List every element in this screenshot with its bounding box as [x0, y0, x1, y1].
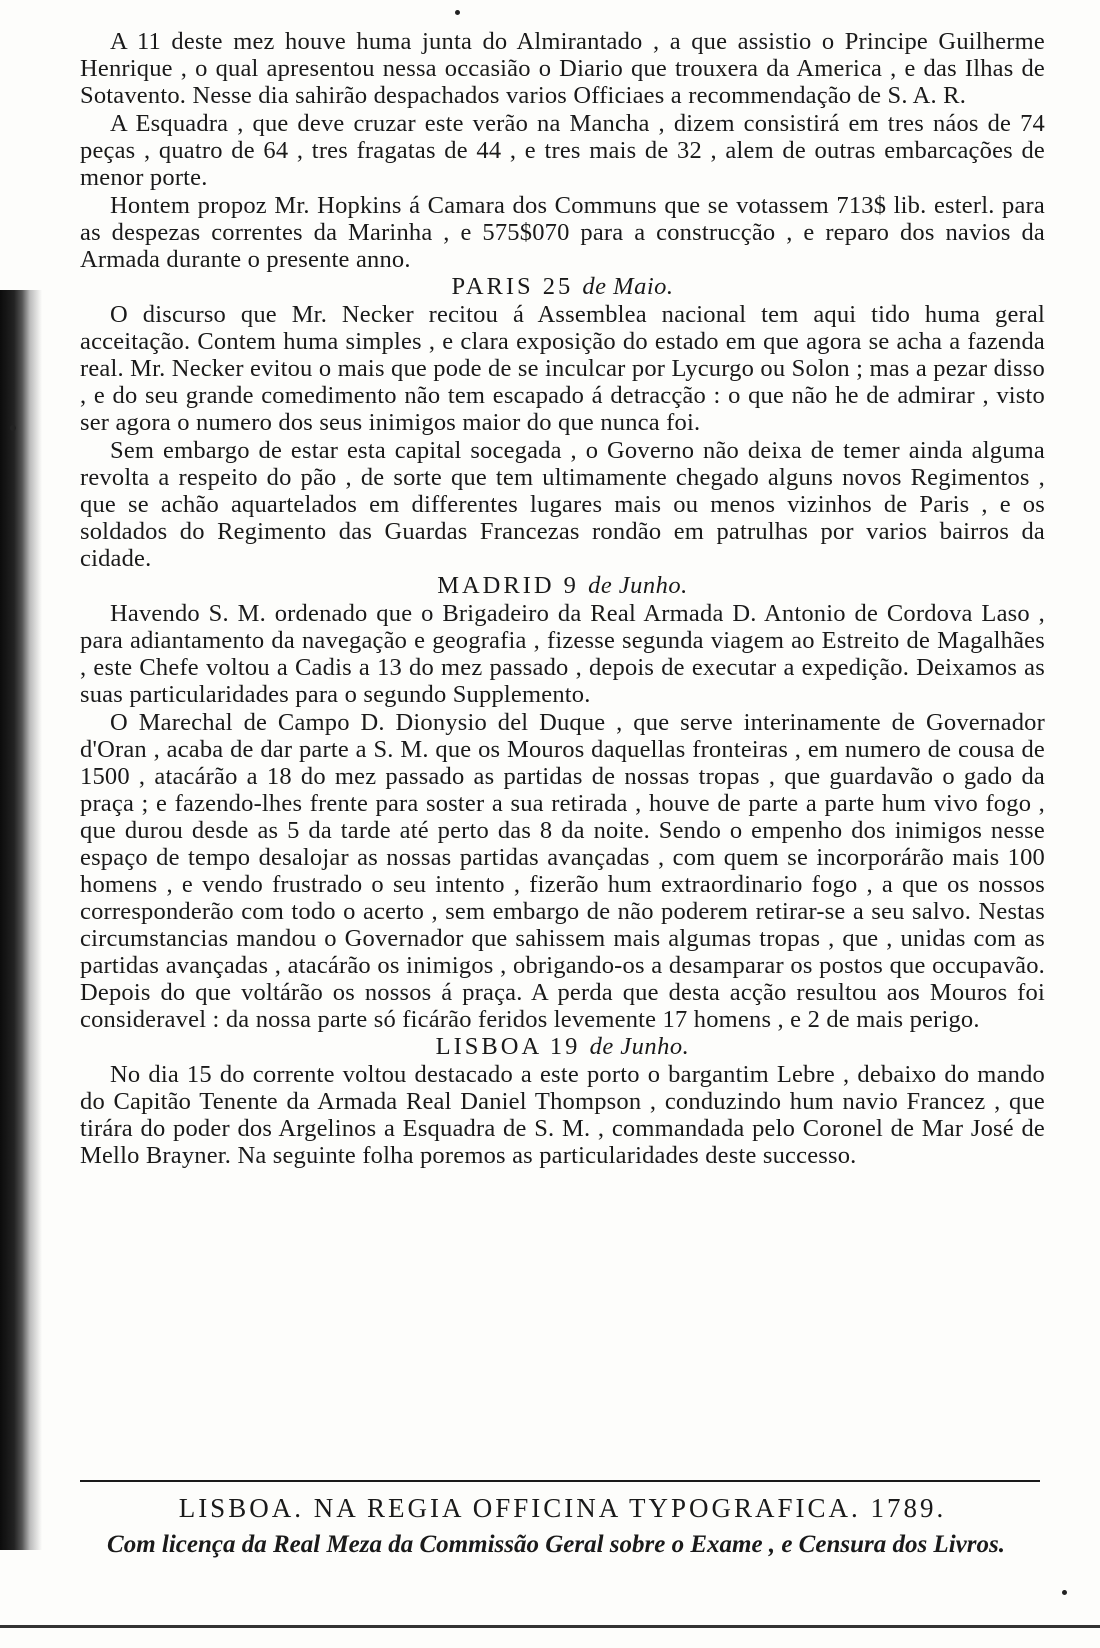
paragraph-oran: O Marechal de Campo D. Dionysio del Duque , que serve interinamente de Governador d'Oran , acaba de dar parte a S. M. que os Mouros daquellas fronteiras , em numero de cousa de 1500 , atacárão a 18 do mez passado as partidas de nossas tropas , que guardavão o gado da praça ; e fazendo-lhes frente para soster a sua retirada , houve de parte a parte hum vivo fogo , que durou desde as 5 da tarde até perto das 8 da noite. Sendo o empenho dos inimigos nesse espaço de tempo desalojar as nossas partidas avançadas , com quem se incorporárão mais 100 homens , e vendo frustrado o seu intento , fizerão hum extraordinario fogo , a que os nossos corresponderão com todo o acerto , sem embargo de não poderem retirar-se a seu salvo. Nestas circumstancias mandou o Governador que sahissem mais algumas tropas , que , unidas com as partidas avançadas , atacárão os inimigos , obrigando-os a desamparar os postos que occupavão. Depois do que voltárão os nossos á praça. A perda que desta acção resultou aos Mouros foi consideravel : da nossa parte só ficárão feridos levemente 17 homens , e 2 de mais perigo.: [80, 709, 1045, 1033]
dateline-lisboa: [80, 1033, 1045, 1061]
footer-rule: [80, 1480, 1040, 1482]
dateline-date: de Junho.: [588, 572, 688, 599]
dateline-place: LISBOA 19: [435, 1033, 581, 1060]
binding-shadow: [0, 290, 42, 1550]
dateline-date: de Junho.: [589, 1033, 690, 1060]
dateline-place: PARIS 25: [451, 273, 574, 300]
paragraph-regiments: Sem embargo de estar esta capital socegada , o Governo não deixa de temer ainda alguma revolta a respeito do pão , de sorte que tem ultimamente chegado alguns novos Regimentos , que se achão aquartelados em differentes lugares mais ou menos vizinhos de Paris , e os soldados do Regimento das Guardas Francezas rondão em patrulhas por varios bairros da cidade.: [80, 437, 1045, 572]
scan-edge-line: [0, 1625, 1100, 1628]
dateline-paris: [80, 273, 1045, 301]
paragraph-necker: O discurso que Mr. Necker recitou á Assemblea nacional tem aqui tido huma geral acceitação. Contem huma simples , e clara exposição do estado em que agora se acha a fazenda real. Mr. Necker evitou o mais que pode de se inculcar por Lycurgo ou Solon ; mas a pezar disso , e do seu grande comedimento não tem escapado á detracção : o que não he de admirar , visto ser agora o numero dos seus inimigos maior do que nunca foi.: [80, 301, 1045, 436]
paragraph-squadron: A Esquadra , que deve cruzar este verão na Mancha , dizem consistirá em tres náos de 74 peças , quatro de 64 , tres fragatas de 44 , e tres mais de 32 , alem de outras embarcações de menor porte.: [80, 110, 1045, 191]
paragraph-commons: Hontem propoz Mr. Hopkins á Camara dos Communs que se votassem 713$ lib. esterl. para as despezas correntes da Marinha , e 575$070 para a construcção , e reparo dos navios da Armada durante o presente anno.: [80, 192, 1045, 273]
dateline-place: MADRID 9: [437, 572, 579, 599]
paragraph-cordova: Havendo S. M. ordenado que o Brigadeiro da Real Armada D. Antonio de Cordova Laso , para adiantamento da navegação e geografia , fizesse segunda viagem ao Estreito de Magalhães , este Chefe voltou a Cadis a 13 do mez passado , depois de executar a expedição. Deixamos as suas particularidades para o segundo Supplemento.: [80, 600, 1045, 708]
printer-imprint: LISBOA. NA REGIA OFFICINA TYPOGRAFICA. 1789.: [178, 1493, 947, 1523]
ink-speck: [1062, 1590, 1067, 1595]
censorship-licence: Com licença da Real Meza da Commissão Geral sobre o Exame , e Censura dos Livros.: [107, 1531, 1005, 1558]
dateline-date: de Maio.: [582, 273, 674, 300]
dateline-madrid: [80, 572, 1045, 600]
ink-speck: [455, 10, 460, 15]
paragraph-admiralty: A 11 deste mez houve huma junta do Almirantado , a que assistio o Principe Guilherme Henrique , o qual apresentou nessa occasião o Diario que trouxera da America , e das Ilhas de Sotavento. Nesse dia sahirão despachados varios Officiaes a recommendação de S. A. R.: [80, 28, 1045, 109]
ink-speck: [10, 425, 16, 431]
paragraph-lebre: No dia 15 do corrente voltou destacado a este porto o bargantim Lebre , debaixo do mando do Capitão Tenente da Armada Real Daniel Thompson , conduzindo hum navio Francez , que tirára do poder dos Argelinos a Esquadra de S. M. , commandada pelo Coronel de Mar José de Mello Brayner. Na seguinte folha poremos as particularidades deste successo.: [80, 1061, 1045, 1169]
article-body: [80, 28, 1045, 1169]
